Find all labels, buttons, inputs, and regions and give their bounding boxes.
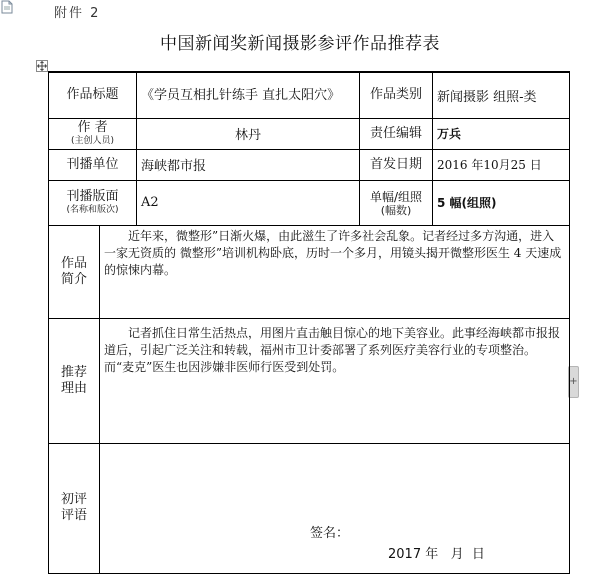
author-sublabel: (主创人员) — [70, 136, 115, 146]
title-value: 《学员互相扎针练手 直扎太阳穴》 — [141, 87, 341, 103]
page-value-cell[interactable] — [137, 180, 360, 225]
publisher-label-cell — [49, 149, 137, 180]
single-label-cell — [360, 180, 433, 225]
page-value: A2 — [141, 195, 159, 210]
reason-label-line1: 推荐 — [60, 364, 87, 380]
summary-label-cell — [49, 225, 100, 318]
row-reason — [49, 318, 570, 443]
author-value: 林丹 — [235, 128, 262, 143]
review-value-cell[interactable] — [100, 443, 570, 573]
summary-value-cell[interactable] — [100, 225, 570, 318]
summary-label-line1: 作品 — [60, 255, 87, 271]
row-summary — [49, 225, 570, 318]
date-value-cell[interactable] — [433, 149, 570, 180]
author-label: 作 者 — [77, 120, 108, 135]
signature-date: 2017 年 月 日 — [388, 546, 485, 562]
page-title: 中国新闻奖新闻摄影参评作品推荐表 — [160, 34, 440, 54]
review-label-cell — [49, 443, 100, 573]
summary-label-line2: 简介 — [60, 271, 87, 287]
publisher-label: 刊播单位 — [66, 156, 119, 172]
reason-text: 记者抓住日常生活热点，用图片直击触目惊心的地下美容业。此事经海峡都市报报道后，引起广泛关注和转载，福州市卫计委部署了系列医疗美容行业的专项整治。而“麦克”医生也因涉嫌非医师行医受到处罚。 — [104, 325, 561, 374]
page-label: 刊播版面 — [66, 189, 119, 204]
row-author — [49, 118, 570, 149]
editor-label-cell — [360, 118, 433, 149]
category-value-cell[interactable] — [433, 72, 570, 118]
page-label-cell — [49, 180, 137, 225]
attachment-label: 附件 2 — [54, 6, 101, 21]
table-move-handle-icon[interactable] — [36, 60, 48, 72]
table-add-column-icon[interactable]: + — [568, 366, 579, 398]
row-page — [49, 180, 570, 225]
title-value-cell[interactable] — [137, 72, 360, 118]
editor-label: 责任编辑 — [370, 125, 423, 141]
publisher-value-cell[interactable] — [137, 149, 360, 180]
editor-value: 万兵 — [437, 127, 462, 141]
author-label-cell — [49, 118, 137, 149]
category-value: 新闻摄影 组照-类 — [437, 89, 537, 105]
document-icon — [0, 0, 14, 14]
single-value: 5 幅(组照) — [437, 196, 497, 210]
publisher-value: 海峡都市报 — [141, 159, 207, 174]
date-label-cell — [360, 149, 433, 180]
reason-value-cell[interactable] — [100, 318, 570, 443]
row-title — [49, 72, 570, 118]
reason-label-line2: 理由 — [60, 380, 87, 396]
date-value: 2016 年10月25 日 — [437, 158, 542, 172]
single-label: 单幅/组照 — [370, 190, 423, 204]
recommendation-form-table — [48, 71, 570, 574]
category-label-cell — [360, 72, 433, 118]
row-review — [49, 443, 570, 573]
title-label-cell — [49, 72, 137, 118]
single-value-cell[interactable] — [433, 180, 570, 225]
page-sublabel: (名称和版次) — [66, 205, 119, 215]
title-label: 作品标题 — [66, 87, 119, 103]
reason-label-cell — [49, 318, 100, 443]
editor-value-cell[interactable] — [433, 118, 570, 149]
row-publisher — [49, 149, 570, 180]
author-value-cell[interactable] — [137, 118, 360, 149]
date-label: 首发日期 — [370, 156, 423, 172]
signature-label: 签名： — [310, 525, 350, 541]
review-label-line2: 评语 — [60, 508, 87, 523]
category-label: 作品类别 — [370, 87, 423, 103]
single-sublabel: (幅数) — [380, 204, 412, 217]
review-label-line1: 初评 — [60, 492, 87, 507]
summary-text: 近年来，微整形”日渐火爆，由此滋生了许多社会乱象。记者经过多方沟通，进入一家无资质的 微整形”培训机构卧底，历时一个多月，用镜头揭开微整形医生 4 天速成的惊悚内幕。 — [104, 228, 562, 277]
